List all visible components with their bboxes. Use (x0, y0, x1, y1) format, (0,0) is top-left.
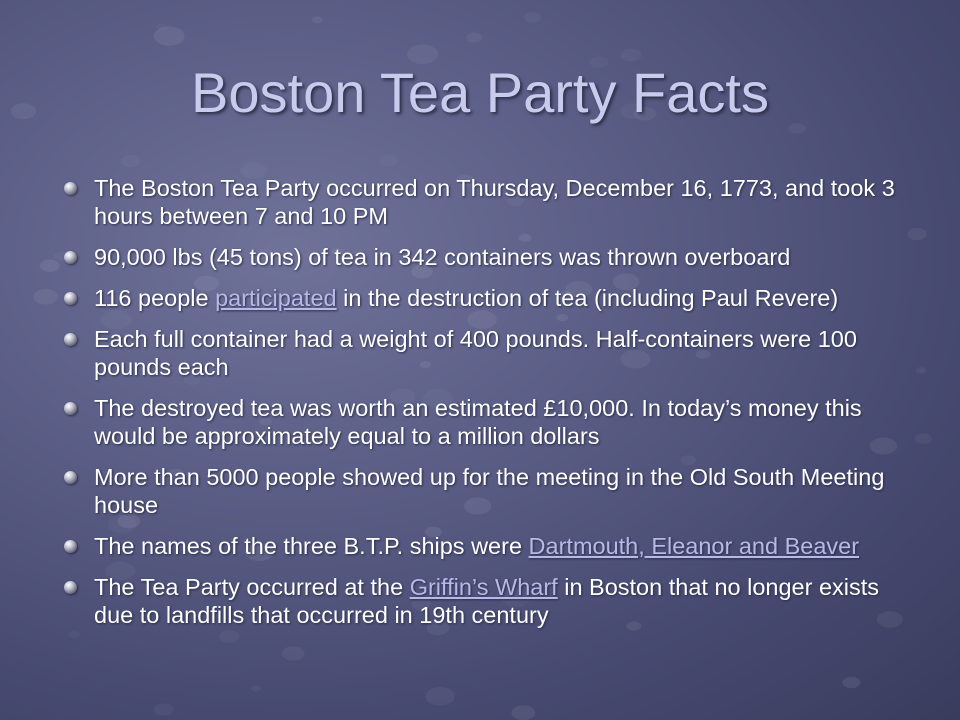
bullet-item (60, 325, 900, 381)
bullet-text: in the destruction of tea (including Paul Revere) (336, 285, 839, 311)
background-dot (466, 33, 482, 43)
background-dot (156, 23, 167, 30)
sphere-bullet-icon (64, 471, 77, 484)
griffins-wharf-link[interactable]: Griffin’s Wharf (409, 574, 558, 600)
bullet-text: The destroyed tea was worth an estimated £10,000. In today’s money this would be approximately equal to a million dollars (94, 395, 862, 449)
background-dot (842, 677, 860, 688)
sphere-bullet-icon (64, 251, 77, 264)
background-dot (380, 155, 398, 166)
bullet-text: The Boston Tea Party occurred on Thursday, December 16, 1773, and took 3 hours between 7 and 10 PM (94, 175, 895, 229)
sphere-bullet-icon (64, 402, 77, 415)
bullet-item (60, 463, 900, 519)
bullet-item (60, 573, 900, 629)
background-dot (33, 289, 58, 305)
bullet-text: The Tea Party occurred at the (94, 574, 410, 600)
sphere-bullet-icon (64, 581, 77, 594)
ships-link[interactable]: Dartmouth, Eleanor and Beaver (528, 533, 860, 559)
bullet-text: in Boston that no longer exists due to landfills that occurred in 19th century (94, 574, 880, 628)
background-dot (915, 433, 932, 444)
background-dot (511, 705, 535, 720)
background-dot (425, 687, 454, 705)
bullet-item (60, 174, 900, 230)
bullet-text: The names of the three B.T.P. ships were (94, 533, 529, 559)
background-dot (907, 228, 926, 240)
participated-link[interactable]: participated (215, 285, 337, 311)
background-dot (916, 367, 926, 373)
bullet-list (60, 174, 900, 642)
bullet-text: More than 5000 people showed up for the meeting in the Old South Meeting house (94, 464, 885, 518)
bullet-text: Each full container had a weight of 400 pounds. Half-containers were 100 pounds each (94, 326, 857, 380)
sphere-bullet-icon (64, 182, 77, 195)
background-dot (312, 16, 323, 23)
bullet-item (60, 284, 900, 312)
bullet-text: 90,000 lbs (45 tons) of tea in 342 containers was thrown overboard (94, 244, 791, 270)
background-dot (121, 155, 141, 167)
sphere-bullet-icon (64, 540, 77, 553)
background-dot (282, 646, 305, 660)
bullet-item (60, 532, 900, 560)
bullet-text: 116 people (94, 285, 216, 311)
sphere-bullet-icon (64, 292, 77, 305)
slide-title: Boston Tea Party Facts (191, 61, 769, 124)
sphere-bullet-icon (64, 333, 77, 346)
background-dot (524, 12, 541, 23)
bullet-item (60, 394, 900, 450)
background-dot (40, 259, 60, 272)
background-dot (251, 686, 261, 692)
background-dot (154, 704, 174, 716)
bullet-item (60, 243, 900, 271)
